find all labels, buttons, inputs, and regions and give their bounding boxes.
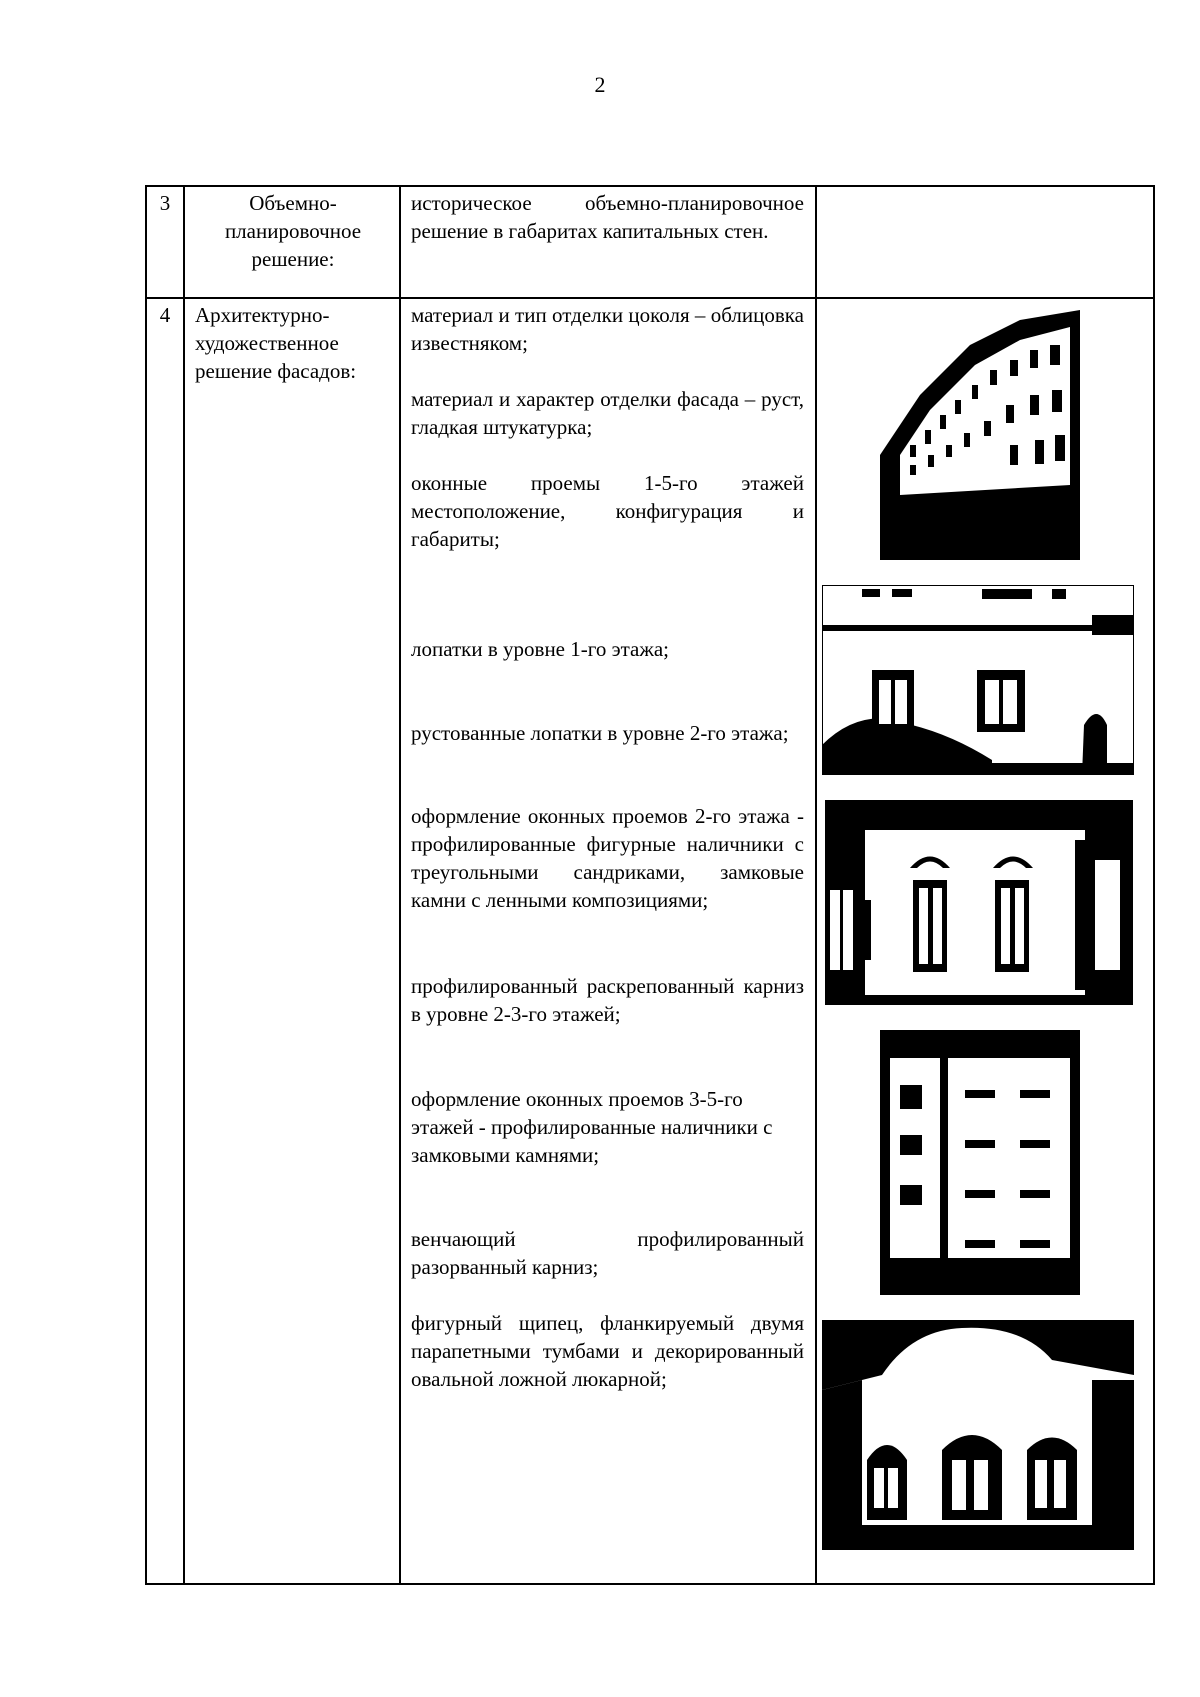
row-number: 4: [159, 303, 171, 327]
gable-photo: [822, 1320, 1134, 1550]
first-floor-photo: [822, 585, 1134, 775]
upper-floors-photo: [880, 1030, 1080, 1295]
column-divider: [399, 187, 401, 1583]
feature-item: материал и характер отделки фасада – руст, гладкая штукатурка;: [411, 387, 804, 439]
feature-item: оформление оконных проемов 2-го этажа - профилированные фигурные наличники с треугольными сандриками, замковые камни с ленными композициями;: [411, 804, 804, 912]
page-number: 2: [594, 72, 606, 97]
feature-item: профилированный раскрепованный карниз в уровне 2-3-го этажей;: [411, 974, 804, 1026]
feature-item: материал и тип отделки цоколя – облицовка известняком;: [411, 303, 804, 355]
feature-item: оформление оконных проемов 3-5-го этажей - профилированные наличники с замковыми камнями;: [411, 1087, 773, 1167]
row-name: Архитектурно-художественное решение фасадов:: [195, 303, 357, 383]
row-number: 3: [159, 191, 171, 215]
column-divider: [183, 187, 185, 1583]
feature-item: оконные проемы 1-5-го этажей местоположение, конфигурация и габариты;: [411, 471, 804, 551]
feature-item: венчающий профилированный разорванный карниз;: [411, 1227, 804, 1279]
column-divider: [815, 187, 817, 1583]
row-name: Объемно-планировочное решение:: [224, 191, 362, 271]
feature-item: лопатки в уровне 1-го этажа;: [411, 637, 670, 661]
facade-perspective-photo: [880, 305, 1080, 560]
feature-item: рустованные лопатки в уровне 2-го этажа;: [411, 721, 789, 745]
row-description: историческое объемно-планировочное решение в габаритах капитальных стен.: [411, 191, 804, 243]
feature-item: фигурный щипец, фланкируемый двумя парапетными тумбами и декорированный овальной ложной люкарной;: [411, 1311, 804, 1391]
second-floor-windows-photo: [825, 800, 1133, 1005]
row-divider: [147, 297, 1153, 299]
